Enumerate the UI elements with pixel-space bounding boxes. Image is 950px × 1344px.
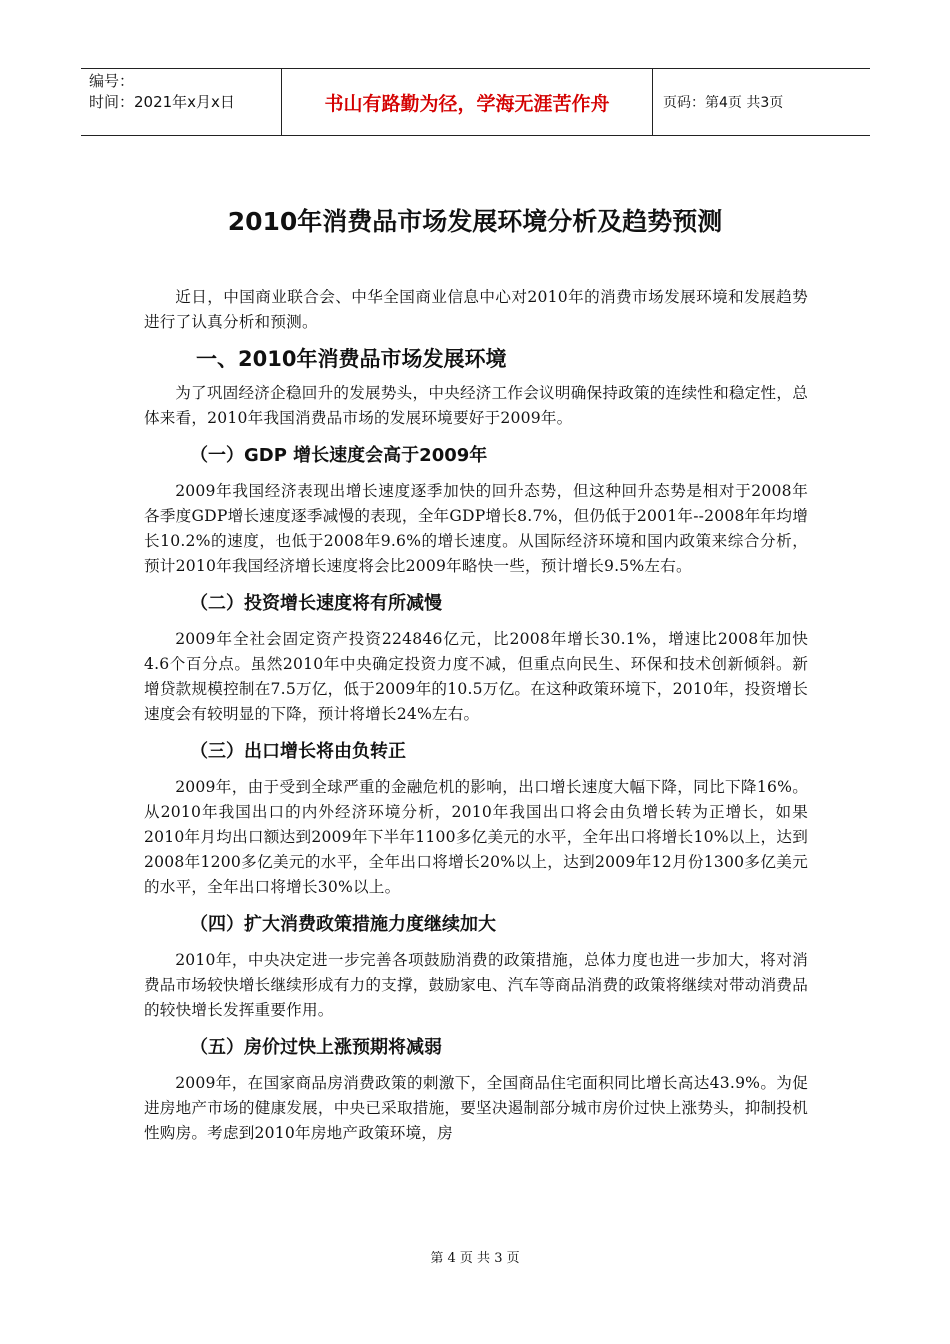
subsection2-text: 2009年全社会固定资产投资224846亿元，比2008年增长30.1%，增速比2008年加快4.6个百分点。虽然2010年中央确定投资力度不减，但重点向民生、环保和技术创新倾斜。新增贷款规模控制在7.5万亿，低于2009年的10.5万亿。在这种政策环境下，2010年，投资增长速度会有较明显的下降，预计将增长24%左右。 [144,630,808,723]
motto: 书山有路勤为径，学海无涯苦作舟 [281,69,653,135]
subsection5-text: 2009年，在国家商品房消费政策的刺激下，全国商品住宅面积同比增长高达43.9%。为促进房地产市场的健康发展，中央已采取措施，要坚决遏制部分城市房价过快上涨势头，抑制投机性购房。考虑到2010年房地产政策环境，房 [144,1074,808,1142]
subsection2-heading: （二）投资增长速度将有所减慢 [190,593,442,614]
subsection1-text: 2009年我国经济表现出增长速度逐季加快的回升态势，但这种回升态势是相对于2008年各季度GDP增长速度逐季减慢的表现，全年GDP增长8.7%，但仍低于2001年--2008年年均增长10.2%的速度，也低于2008年9.6%的增长速度。从国际经济环境和国内政策来综合分析，预计2010年我国经济增长速度将会比2009年略快一些，预计增长9.5%左右。 [144,482,808,575]
section1-heading: 一、2010年消费品市场发展环境 [196,347,507,371]
subsection1-heading: （一）GDP 增长速度会高于2009年 [190,445,488,466]
intro-paragraph: 近日，中国商业联合会、中华全国商业信息中心对2010年的消费市场发展环境和发展趋势进行了认真分析和预测。 [144,288,808,331]
page-footer: 第 4 页 共 3 页 [430,1251,520,1266]
page-label: 页码：第4页 共3页 [663,95,784,111]
subsection3-heading: （三）出口增长将由负转正 [190,741,406,762]
document-body [144,285,808,1146]
document-title: 2010年消费品市场发展环境分析及趋势预测 [227,207,723,236]
time-label: 时间：2021年x月x日 [89,93,235,111]
header-table [81,68,870,136]
subsection4-text: 2010年，中央决定进一步完善各项鼓励消费的政策措施，总体力度也进一步加大，将对消费品市场较快增长继续形成有力的支撑，鼓励家电、汽车等商品消费的政策将继续对带动消费品的较快增长发挥重要作用。 [144,951,808,1019]
header-meta-cell [81,69,281,135]
subsection3-text: 2009年，由于受到全球严重的金融危机的影响，出口增长速度大幅下降，同比下降16%。从2010年我国出口的内外经济环境分析，2010年我国出口将会由负增长转为正增长，如果2010年月均出口额达到2009年下半年1100多亿美元的水平，全年出口将增长10%以上，达到2008年1200多亿美元的水平，全年出口将增长20%以上，达到2009年12月份1300多亿美元的水平，全年出口将增长30%以上。 [144,778,808,896]
number-label: 编号： [89,72,135,90]
subsection4-heading: （四）扩大消费政策措施力度继续加大 [190,914,496,935]
subsection5-heading: （五）房价过快上涨预期将减弱 [190,1037,442,1058]
section1-intro: 为了巩固经济企稳回升的发展势头，中央经济工作会议明确保持政策的连续性和稳定性，总体来看，2010年我国消费品市场的发展环境要好于2009年。 [144,384,808,427]
